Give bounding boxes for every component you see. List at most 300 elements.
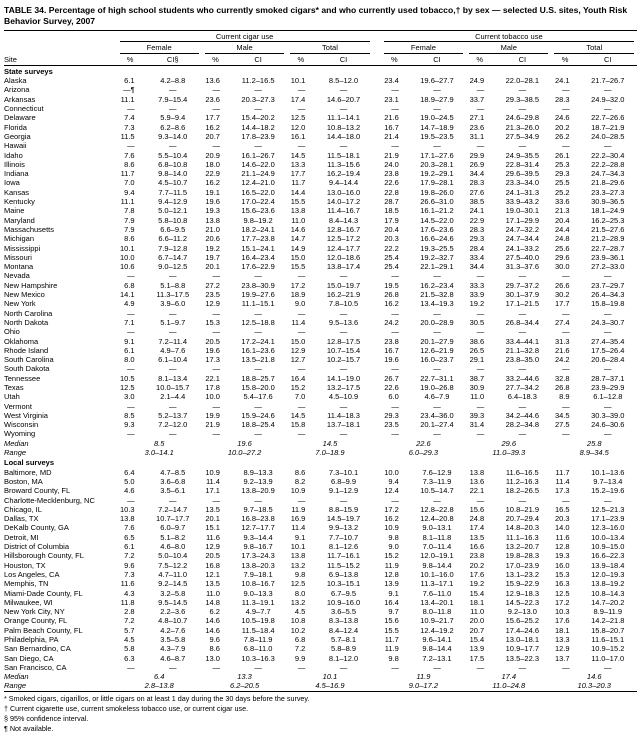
ci-cell: 19.3–25.5 bbox=[420, 243, 454, 253]
ci-cell: 9.4–14.4 bbox=[328, 178, 359, 188]
ci-cell: 7.2–14.7 bbox=[158, 504, 188, 514]
summary-cell: 10.0–27.2 bbox=[227, 448, 262, 458]
column-gap bbox=[373, 523, 381, 532]
percent-cell: 11.8 bbox=[120, 597, 135, 607]
ci-cell: 13.8–17.4 bbox=[326, 262, 361, 272]
percent-cell: 14.9 bbox=[290, 243, 306, 253]
site-cell: Florida bbox=[4, 122, 27, 132]
ci-cell: 5.8–8.9 bbox=[331, 644, 357, 654]
ci-cell: 8.8–15.9 bbox=[328, 504, 359, 514]
ci-cell: 3.6–5.5 bbox=[331, 607, 357, 617]
percent-cell: 27.4 bbox=[554, 317, 570, 327]
percent-cell: — bbox=[562, 308, 570, 318]
ci-cell: 23.9–29.9 bbox=[591, 382, 625, 392]
percent-cell: — bbox=[212, 429, 220, 439]
summary-cell: 6.2–20.5 bbox=[229, 681, 260, 691]
percent-cell: 12.9 bbox=[205, 299, 220, 309]
column-gap bbox=[373, 579, 381, 588]
percent-cell: 30.0 bbox=[554, 262, 570, 272]
percent-cell: 7.3 bbox=[124, 122, 135, 132]
percent-cell: 7.2 bbox=[294, 644, 306, 654]
ci-cell: — bbox=[339, 141, 348, 151]
ci-cell: 22.2–30.4 bbox=[591, 150, 625, 160]
ci-cell: — bbox=[433, 104, 441, 114]
ci-cell: 10.3–16.3 bbox=[241, 653, 275, 663]
footnotes bbox=[4, 694, 637, 734]
percent-cell: — bbox=[212, 141, 220, 151]
percent-cell: 11.6 bbox=[120, 579, 135, 589]
percent-cell: 14.1 bbox=[120, 290, 135, 300]
percent-cell: — bbox=[476, 141, 485, 151]
table-row bbox=[4, 672, 637, 681]
column-gap bbox=[373, 271, 381, 280]
column-gap bbox=[373, 113, 381, 122]
percent-cell: 17.9 bbox=[384, 215, 399, 225]
percent-cell: 24.4 bbox=[554, 224, 570, 234]
percent-cell: 3.0 bbox=[124, 392, 135, 402]
ci-cell: — bbox=[254, 271, 262, 281]
ci-cell: 4.5–10.9 bbox=[328, 392, 359, 402]
percent-cell: —¶ bbox=[123, 85, 135, 95]
percent-cell: 13.8 bbox=[120, 514, 135, 524]
ci-cell: — bbox=[604, 104, 612, 114]
ci-cell: 9.8–16.7 bbox=[243, 542, 273, 552]
percent-cell: — bbox=[212, 327, 220, 337]
percent-cell: — bbox=[297, 308, 306, 318]
ci-cell: — bbox=[604, 141, 612, 151]
ci-cell: 15.4–20.2 bbox=[241, 113, 275, 123]
percent-cell: 34.4 bbox=[469, 169, 485, 179]
summary-cell: 3.0–14.1 bbox=[144, 448, 174, 458]
column-gap bbox=[373, 626, 381, 635]
percent-cell: 20.3 bbox=[554, 514, 570, 524]
site-cell: Houston, TX bbox=[4, 560, 46, 570]
ci-cell: 10.0–13.4 bbox=[591, 532, 625, 542]
ci-cell: 8.9–13.3 bbox=[243, 467, 273, 477]
column-gap bbox=[373, 346, 381, 355]
percent-cell: 11.9 bbox=[384, 560, 399, 570]
percent-cell: 24.0 bbox=[384, 159, 399, 169]
summary-cell: 14.6 bbox=[586, 672, 602, 682]
table-row bbox=[4, 589, 637, 598]
percent-cell: 5.7 bbox=[124, 625, 135, 635]
summary-cell: 14.5 bbox=[322, 438, 338, 448]
ci-cell: 10.5–19.8 bbox=[241, 616, 275, 626]
percent-cell: 7.1 bbox=[124, 317, 135, 327]
ci-cell: 17.6–22.9 bbox=[241, 262, 275, 272]
table-row bbox=[4, 141, 637, 150]
site-cell: Broward County, FL bbox=[4, 486, 71, 496]
percent-cell: 13.5 bbox=[469, 532, 485, 542]
percent-cell: 20.9 bbox=[205, 150, 220, 160]
column-gap bbox=[373, 244, 381, 253]
site-cell: Hillsborough County, FL bbox=[4, 551, 84, 561]
percent-header: % bbox=[551, 54, 578, 66]
ci-header: CI bbox=[579, 54, 637, 66]
percent-cell: — bbox=[127, 662, 135, 672]
percent-cell: 23.5 bbox=[384, 420, 399, 430]
percent-cell: 16.9 bbox=[290, 514, 306, 524]
ci-cell: — bbox=[254, 429, 262, 439]
table-row bbox=[4, 132, 637, 141]
percent-cell: 19.2 bbox=[205, 243, 220, 253]
percent-cell: 28.4 bbox=[469, 243, 485, 253]
percent-cell: 12.9 bbox=[290, 345, 306, 355]
percent-cell: 20.1 bbox=[205, 262, 220, 272]
percent-cell: — bbox=[391, 141, 399, 151]
ci-cell: 4.6–8.0 bbox=[160, 542, 186, 552]
ci-cell: 27.2–33.0 bbox=[591, 262, 625, 272]
ci-cell: 10.3–15.1 bbox=[326, 579, 361, 589]
percent-cell: 13.6 bbox=[469, 476, 485, 486]
ci-cell: — bbox=[254, 85, 262, 95]
ci-cell: 11.5–18.1 bbox=[327, 150, 360, 160]
ci-cell: 18.2–26.5 bbox=[505, 486, 540, 496]
percent-cell: 24.1 bbox=[554, 76, 570, 86]
ci-cell: 8.1–12.6 bbox=[328, 542, 359, 552]
ci-cell: 13.8–19.2 bbox=[591, 579, 625, 589]
site-cell: Los Angeles, CA bbox=[4, 569, 60, 579]
ci-cell: 23.8–35.0 bbox=[505, 355, 540, 365]
ci-cell: — bbox=[433, 327, 441, 337]
column-gap bbox=[373, 514, 381, 523]
ci-cell: 10.1–13.6 bbox=[591, 467, 625, 477]
ci-cell: 2.1–4.4 bbox=[160, 392, 186, 402]
table-row bbox=[4, 151, 637, 160]
table-row bbox=[4, 616, 637, 625]
percent-cell: 11.4 bbox=[205, 476, 220, 486]
percent-cell: 11.1 bbox=[120, 197, 135, 207]
ci-cell: 13.0–16.0 bbox=[326, 187, 361, 197]
percent-cell: 7.4 bbox=[124, 113, 135, 123]
ci-cell: 7.8–11.9 bbox=[243, 635, 273, 644]
ci-cell: — bbox=[433, 495, 441, 505]
percent-cell: 10.9 bbox=[290, 486, 306, 496]
percent-cell: 22.8 bbox=[384, 187, 399, 197]
ci-cell: — bbox=[168, 308, 177, 318]
percent-cell: 25.2 bbox=[554, 187, 570, 197]
ci-cell: 33.2–44.6 bbox=[505, 373, 540, 383]
section-label: Local surveys bbox=[4, 458, 55, 468]
percent-cell: 8.9 bbox=[559, 392, 570, 402]
table-row bbox=[4, 551, 637, 560]
percent-cell: 13.8 bbox=[290, 206, 306, 216]
percent-cell: 12.0 bbox=[290, 122, 306, 132]
table-row bbox=[4, 523, 637, 532]
ci-cell: 17.1–23.9 bbox=[591, 514, 625, 524]
ci-cell: 22.0–28.1 bbox=[505, 76, 540, 86]
percent-cell: 9.9 bbox=[294, 653, 306, 663]
ci-cell: 15.9–22.9 bbox=[505, 579, 540, 589]
percent-cell: 31.1 bbox=[469, 131, 485, 141]
site-cell: Philadelphia, PA bbox=[4, 635, 59, 644]
ci-cell: 28.2–34.8 bbox=[505, 420, 540, 430]
ci-cell: 15.9–24.6 bbox=[241, 410, 275, 420]
subheader-female-label: Female bbox=[384, 42, 463, 53]
percent-cell: 15.0 bbox=[290, 336, 306, 346]
percent-cell: 13.9 bbox=[384, 579, 399, 589]
site-cell: Tennessee bbox=[4, 373, 41, 383]
percent-cell: — bbox=[391, 85, 399, 95]
site-cell: Palm Beach County, FL bbox=[4, 625, 83, 635]
ci-cell: 5.9–9.4 bbox=[160, 113, 186, 123]
summary-cell: 11.9 bbox=[416, 672, 431, 682]
percent-cell: 24.6 bbox=[554, 113, 570, 123]
ci-cell: 8.3–13.8 bbox=[328, 616, 359, 626]
percent-cell: 23.5 bbox=[205, 290, 220, 300]
percent-cell: 15.0 bbox=[290, 252, 306, 262]
percent-cell: 24.2 bbox=[554, 355, 570, 365]
ci-cell: 6.0–9.7 bbox=[160, 523, 186, 533]
ci-cell: 28.7–37.1 bbox=[591, 373, 625, 383]
percent-cell: 25.4 bbox=[384, 252, 399, 262]
percent-cell: 6.5 bbox=[124, 532, 135, 542]
percent-cell: — bbox=[297, 364, 306, 374]
percent-cell: 30.2 bbox=[554, 290, 570, 300]
percent-cell: 21.3 bbox=[554, 206, 570, 216]
ci-cell: 10.8–16.7 bbox=[241, 579, 275, 589]
percent-cell: — bbox=[127, 308, 135, 318]
ci-cell: 16.8–23.8 bbox=[241, 514, 275, 524]
site-cell: Dallas, TX bbox=[4, 514, 39, 524]
ci-cell: — bbox=[339, 308, 348, 318]
ci-cell: 11.6–16.5 bbox=[505, 467, 539, 477]
percent-cell: — bbox=[562, 141, 570, 151]
table-title: TABLE 34. Percentage of high school students who currently smoked cigars* and who currently used tobacco,† by sex — selected U.S. sites, Youth Risk Behavior Survey, 2007 bbox=[4, 5, 628, 26]
site-cell: Massachusetts bbox=[4, 224, 55, 234]
ci-cell: 29.7–37.2 bbox=[505, 280, 540, 290]
ci-cell: — bbox=[339, 104, 348, 114]
percent-cell: — bbox=[391, 401, 399, 411]
ci-cell: 12.8–22.8 bbox=[420, 504, 454, 514]
table-row bbox=[4, 290, 637, 299]
percent-cell: 6.8 bbox=[294, 635, 306, 644]
table-row bbox=[4, 681, 637, 690]
ci-cell: 19.0–26.8 bbox=[420, 382, 454, 392]
percent-cell: 11.4 bbox=[291, 523, 306, 533]
ci-cell: — bbox=[433, 401, 441, 411]
column-gap bbox=[373, 151, 381, 160]
percent-cell: 6.4 bbox=[124, 467, 135, 477]
percent-cell: 16.7 bbox=[384, 345, 399, 355]
percent-cell: 9.3 bbox=[124, 420, 135, 430]
table-row bbox=[4, 477, 637, 486]
table-row bbox=[4, 271, 637, 280]
ci-cell: 10.8–13.2 bbox=[326, 122, 361, 132]
ci-cell: 4.6–8.7 bbox=[160, 653, 186, 663]
ci-cell: 10.8–14.3 bbox=[591, 588, 625, 598]
percent-cell: — bbox=[562, 401, 570, 411]
column-gap bbox=[373, 262, 381, 271]
percent-cell: 29.9 bbox=[469, 150, 485, 160]
site-cell: Alaska bbox=[4, 76, 27, 86]
ci-cell: 23.8–30.9 bbox=[241, 280, 275, 290]
percent-cell: 10.6 bbox=[120, 262, 135, 272]
ci-cell: 9.8–14.0 bbox=[158, 169, 188, 179]
percent-cell: 33.6 bbox=[554, 197, 570, 207]
percent-cell: 25.5 bbox=[554, 178, 570, 188]
percent-cell: 20.6 bbox=[205, 234, 220, 244]
ci-cell: 12.3–16.0 bbox=[591, 523, 625, 533]
percent-cell: 21.0 bbox=[205, 224, 220, 234]
percent-cell: 19.6 bbox=[384, 355, 399, 365]
ci-cell: — bbox=[254, 104, 262, 114]
site-cell: New Hampshire bbox=[4, 280, 58, 290]
percent-cell: — bbox=[212, 271, 220, 281]
ci-cell: — bbox=[168, 364, 177, 374]
site-cell: South Carolina bbox=[4, 355, 54, 365]
percent-cell: 28.3 bbox=[469, 178, 485, 188]
ci-cell: 5.1–8.2 bbox=[160, 532, 186, 542]
ci-cell: 22.8–31.4 bbox=[505, 159, 540, 169]
ci-cell: 10.9–15.0 bbox=[591, 542, 625, 552]
site-cell: Indiana bbox=[4, 169, 29, 179]
percent-cell: 4.9 bbox=[124, 299, 135, 309]
table-row bbox=[4, 598, 637, 607]
percent-cell: 11.6 bbox=[205, 532, 220, 542]
ci-cell: 5.4–17.6 bbox=[243, 392, 273, 402]
site-cell: Texas bbox=[4, 382, 24, 392]
ci-cell: 9.3–14.0 bbox=[158, 131, 188, 141]
ci-cell: 13.8–20.9 bbox=[241, 486, 275, 496]
ci-cell: 12.5–18.8 bbox=[241, 317, 275, 327]
percent-cell: 24.2 bbox=[384, 317, 399, 327]
ci-cell: 21.1–32.8 bbox=[505, 345, 540, 355]
ci-cell: 7.2–11.4 bbox=[158, 336, 188, 346]
ci-cell: 21.2–28.9 bbox=[591, 234, 625, 244]
percent-cell: 17.1 bbox=[205, 486, 220, 496]
ci-cell: 24.6–29.8 bbox=[505, 113, 540, 123]
percent-cell: 20.3 bbox=[384, 234, 399, 244]
ci-cell: 6.9–13.8 bbox=[328, 569, 359, 579]
table-row bbox=[4, 635, 637, 644]
ci-cell: 9.8–14.4 bbox=[422, 644, 452, 654]
table-row bbox=[4, 505, 637, 514]
site-cell: Mississippi bbox=[4, 243, 41, 253]
ci-cell: 15.8–19.8 bbox=[591, 299, 625, 309]
site-cell: Kentucky bbox=[4, 197, 35, 207]
ci-cell: 17.4–24.6 bbox=[505, 625, 540, 635]
percent-cell: 7.6 bbox=[124, 150, 135, 160]
ci-cell: 6.6–9.5 bbox=[160, 224, 186, 234]
percent-cell: 17.3 bbox=[554, 486, 570, 496]
site-cell: Missouri bbox=[4, 252, 32, 262]
column-gap bbox=[373, 337, 381, 346]
site-cell: Arizona bbox=[4, 85, 30, 95]
site-cell: Maryland bbox=[4, 215, 35, 225]
percent-cell: 6.1 bbox=[124, 76, 135, 86]
ci-cell: 22.7–26.6 bbox=[591, 113, 625, 123]
percent-cell: 12.1 bbox=[205, 569, 220, 579]
percent-cell: 13.3 bbox=[290, 159, 306, 169]
percent-cell: — bbox=[391, 327, 399, 337]
table-row bbox=[4, 337, 637, 346]
percent-cell: 10.0 bbox=[205, 392, 220, 402]
ci-cell: 14.6–22.0 bbox=[241, 159, 275, 169]
site-cell: New York bbox=[4, 299, 36, 309]
percent-cell: 25.4 bbox=[384, 262, 399, 272]
percent-cell: 8.0 bbox=[294, 588, 306, 598]
percent-cell: 23.8 bbox=[384, 169, 399, 179]
table-row bbox=[4, 85, 637, 94]
ci-cell: 9.7–18.5 bbox=[243, 504, 273, 514]
percent-cell: 16.8 bbox=[205, 560, 220, 570]
ci-cell: — bbox=[168, 401, 177, 411]
percent-cell: 17.3 bbox=[205, 355, 220, 365]
ci-cell: 24.7–34.4 bbox=[505, 234, 540, 244]
ci-cell: 24.7–32.2 bbox=[505, 224, 540, 234]
percent-cell: 26.1 bbox=[554, 150, 570, 160]
ci-cell: 20.0–28.9 bbox=[420, 317, 454, 327]
subheader-male bbox=[202, 42, 287, 53]
percent-header: % bbox=[466, 54, 493, 66]
percent-cell: — bbox=[127, 429, 135, 439]
ci-cell: 15.8–20.0 bbox=[241, 382, 275, 392]
percent-cell: — bbox=[127, 271, 135, 281]
ci-cell: — bbox=[254, 364, 262, 374]
percent-cell: 14.0 bbox=[554, 523, 570, 533]
column-gap bbox=[373, 169, 381, 178]
site-cell: Maine bbox=[4, 206, 25, 216]
ci-cell: 4.9–7.6 bbox=[160, 345, 186, 355]
percent-cell: — bbox=[391, 495, 399, 505]
ci-cell: — bbox=[168, 495, 177, 505]
column-gap bbox=[373, 42, 381, 53]
table-row bbox=[4, 234, 637, 243]
table-row bbox=[4, 411, 637, 420]
percent-cell: 13.6 bbox=[205, 76, 220, 86]
table-row bbox=[4, 402, 637, 411]
ci-cell: 19.9–27.6 bbox=[241, 290, 275, 300]
percent-cell: — bbox=[297, 429, 306, 439]
section-label: State surveys bbox=[4, 66, 53, 76]
ci-cell: 9.0–13.1 bbox=[422, 523, 452, 533]
percent-cell: 13.0 bbox=[205, 653, 220, 663]
table-row bbox=[4, 281, 637, 290]
ci-cell: 14.5–22.3 bbox=[505, 597, 540, 607]
percent-cell: 31.4 bbox=[469, 420, 485, 430]
table-row bbox=[4, 253, 637, 262]
percent-cell: 24.1 bbox=[469, 206, 485, 216]
column-gap bbox=[373, 216, 381, 225]
percent-cell: 9.8 bbox=[388, 653, 399, 663]
ci-cell: 15.2–19.6 bbox=[591, 486, 625, 496]
ci-cell: — bbox=[433, 662, 441, 672]
percent-cell: — bbox=[212, 495, 220, 505]
column-gap bbox=[373, 31, 381, 42]
percent-cell: 28.3 bbox=[469, 224, 485, 234]
ci-cell: 14.4–18.2 bbox=[241, 122, 275, 132]
column-gap bbox=[373, 598, 381, 607]
percent-cell: 38.6 bbox=[469, 336, 485, 346]
ci-cell: 31.3–37.6 bbox=[505, 262, 540, 272]
column-gap bbox=[373, 318, 381, 327]
column-gap bbox=[373, 533, 381, 542]
percent-cell: — bbox=[391, 104, 399, 114]
site-cell: Idaho bbox=[4, 150, 23, 160]
ci-cell: 7.0–11.4 bbox=[422, 542, 452, 552]
percent-cell: 8.0 bbox=[124, 355, 135, 365]
percent-cell: 19.2 bbox=[469, 299, 485, 309]
site-cell: North Dakota bbox=[4, 317, 49, 327]
column-gap bbox=[373, 672, 381, 681]
ci-cell: 7.7–11.5 bbox=[158, 187, 188, 197]
table-row bbox=[4, 216, 637, 225]
percent-cell: 33.4 bbox=[469, 252, 485, 262]
percent-cell: 17.6 bbox=[469, 569, 485, 579]
percent-cell: 7.0 bbox=[124, 178, 135, 188]
percent-cell: 13.7 bbox=[554, 653, 570, 663]
